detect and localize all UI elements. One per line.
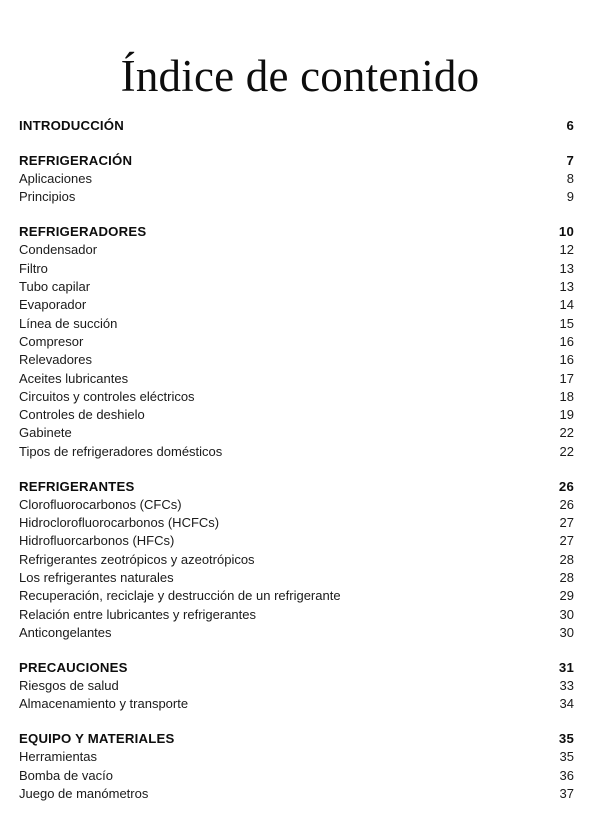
toc-chapter-heading[interactable]	[19, 117, 574, 135]
toc-chapter-heading-page-number: 6	[566, 118, 574, 133]
toc-entry-label: Anticongelantes	[19, 624, 112, 640]
toc-entry-label: Gabinete	[19, 425, 72, 441]
toc-entry-page-number: 28	[559, 551, 574, 567]
toc-entry[interactable]	[19, 170, 574, 188]
toc-entry-label: Circuitos y controles eléctricos	[19, 388, 195, 404]
toc-section	[19, 730, 574, 803]
toc-chapter-heading-page-number: 10	[558, 224, 574, 240]
toc-entry[interactable]	[19, 748, 574, 766]
toc-chapter-heading-page-number: 26	[558, 478, 574, 494]
toc-chapter-heading[interactable]	[19, 730, 574, 748]
toc-entry[interactable]	[19, 785, 574, 803]
toc-entry[interactable]	[19, 443, 574, 461]
toc-entry-label: Evaporador	[19, 297, 87, 313]
toc-entry-page-number: 34	[559, 696, 574, 712]
toc-entry-label: Clorofluorocarbonos (CFCs)	[19, 496, 182, 512]
toc-chapter-heading-page-number: 31	[558, 659, 574, 675]
toc-entry-label: Aceites lubricantes	[19, 370, 129, 386]
toc-chapter-heading[interactable]	[19, 659, 574, 677]
toc-entry-page-number: 35	[559, 749, 574, 765]
toc-entry-label: Riesgos de salud	[19, 678, 119, 694]
table-of-contents	[19, 117, 574, 820]
toc-entry-page-number: 30	[559, 606, 574, 622]
toc-entry-label: Principios	[19, 189, 76, 205]
toc-entry-page-number: 15	[559, 315, 574, 331]
toc-entry-label: Relación entre lubricantes y refrigerantes	[19, 606, 257, 622]
toc-chapter-heading-label: INTRODUCCIÓN	[19, 118, 124, 133]
toc-entry[interactable]	[19, 424, 574, 442]
toc-section	[19, 223, 574, 461]
toc-entry[interactable]	[19, 532, 574, 550]
toc-entry[interactable]	[19, 260, 574, 278]
toc-entry[interactable]	[19, 315, 574, 333]
toc-entry[interactable]	[19, 569, 574, 587]
toc-entry[interactable]	[19, 241, 574, 259]
toc-entry[interactable]	[19, 406, 574, 424]
toc-entry-page-number: 27	[559, 515, 574, 531]
toc-chapter-heading-label: REFRIGERANTES	[19, 478, 135, 494]
toc-entry[interactable]	[19, 624, 574, 642]
toc-entry-page-number: 8	[566, 171, 574, 187]
toc-entry[interactable]	[19, 370, 574, 388]
toc-entry[interactable]	[19, 496, 574, 514]
toc-entry-label: Condensador	[19, 242, 98, 258]
toc-entry[interactable]	[19, 296, 574, 314]
toc-entry-page-number: 30	[559, 624, 574, 640]
toc-entry[interactable]	[19, 278, 574, 296]
toc-entry-label: Almacenamiento y transporte	[19, 696, 189, 712]
toc-entry-label: Juego de manómetros	[19, 786, 149, 801]
toc-entry-page-number: 17	[559, 370, 574, 386]
toc-entry-page-number: 14	[559, 297, 574, 313]
toc-entry[interactable]	[19, 606, 574, 624]
toc-entry-label: Aplicaciones	[19, 171, 92, 187]
toc-chapter-heading-page-number: 35	[558, 731, 574, 747]
toc-entry-page-number: 13	[559, 260, 574, 276]
toc-entry-label: Hidrofluorcarbonos (HFCs)	[19, 533, 175, 549]
toc-entry-label: Tipos de refrigeradores domésticos	[19, 443, 223, 459]
toc-chapter-heading-page-number: 7	[566, 152, 574, 168]
toc-entry-label: Bomba de vacío	[19, 767, 113, 783]
toc-entry-label: Tubo capilar	[19, 279, 91, 295]
toc-entry-label: Relevadores	[19, 352, 92, 368]
toc-entry[interactable]	[19, 188, 574, 206]
toc-entry-page-number: 26	[559, 496, 574, 512]
toc-entry-page-number: 19	[559, 407, 574, 423]
toc-section	[19, 478, 574, 643]
toc-entry-label: Refrigerantes zeotrópicos y azeotrópicos	[19, 551, 255, 567]
toc-chapter-heading-label: PRECAUCIONES	[19, 659, 128, 675]
toc-section	[19, 117, 574, 135]
toc-entry-page-number: 12	[559, 242, 574, 258]
toc-entry-page-number: 29	[559, 588, 574, 604]
toc-entry-page-number: 28	[559, 570, 574, 586]
toc-entry-label: Hidroclorofluorocarbonos (HCFCs)	[19, 515, 220, 531]
toc-entry[interactable]	[19, 551, 574, 569]
toc-entry[interactable]	[19, 388, 574, 406]
toc-entry-page-number: 36	[559, 767, 574, 783]
toc-entry-label: Recuperación, reciclaje y destrucción de un refrigerante	[19, 588, 341, 604]
toc-chapter-heading[interactable]	[19, 478, 574, 496]
toc-entry-page-number: 16	[559, 352, 574, 368]
toc-entry-page-number: 16	[559, 333, 574, 349]
toc-entry-label: Compresor	[19, 333, 84, 349]
toc-entry[interactable]	[19, 587, 574, 605]
toc-chapter-heading[interactable]	[19, 152, 574, 170]
toc-chapter-heading-label: REFRIGERACIÓN	[19, 152, 133, 168]
toc-entry-page-number: 9	[566, 189, 574, 205]
toc-entry-page-number: 37	[559, 786, 574, 801]
toc-entry-label: Herramientas	[19, 749, 98, 765]
toc-chapter-heading-label: REFRIGERADORES	[19, 224, 147, 240]
toc-entry-page-number: 18	[559, 388, 574, 404]
toc-entry-label: Línea de succión	[19, 315, 118, 331]
toc-chapter-heading[interactable]	[19, 223, 574, 241]
toc-entry-label: Controles de deshielo	[19, 407, 145, 423]
toc-entry[interactable]	[19, 351, 574, 369]
toc-entry-page-number: 33	[559, 678, 574, 694]
toc-section	[19, 659, 574, 714]
toc-entry-page-number: 22	[559, 425, 574, 441]
toc-entry-page-number: 13	[559, 279, 574, 295]
toc-chapter-heading-label: EQUIPO Y MATERIALES	[19, 731, 175, 747]
toc-entry-page-number: 22	[559, 443, 574, 459]
toc-entry[interactable]	[19, 677, 574, 695]
toc-entry-page-number: 27	[559, 533, 574, 549]
toc-section	[19, 152, 574, 207]
toc-entry[interactable]	[19, 695, 574, 713]
toc-entry[interactable]	[19, 767, 574, 785]
page-title: Índice de contenido	[120, 51, 480, 102]
toc-entry[interactable]	[19, 333, 574, 351]
toc-entry-label: Los refrigerantes naturales	[19, 570, 174, 586]
toc-entry[interactable]	[19, 514, 574, 532]
toc-entry-label: Filtro	[19, 260, 48, 276]
